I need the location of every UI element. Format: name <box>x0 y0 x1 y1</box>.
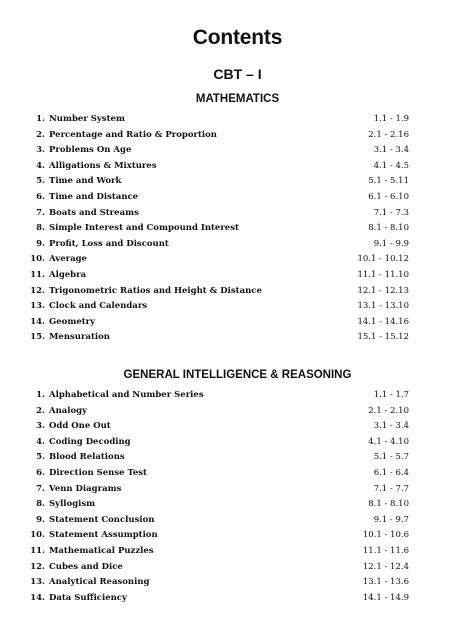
contents-row <box>0 112 475 128</box>
contents-row <box>0 419 475 435</box>
chapter-title: Time and Distance <box>49 191 139 202</box>
chapter-number: 9. <box>36 238 45 249</box>
chapter-number: 12. <box>30 285 45 296</box>
page-range: 9.1 - 9.9 <box>373 238 409 249</box>
chapter-title: Clock and Calendars <box>49 301 148 312</box>
page-title: Contents <box>192 26 283 49</box>
page-range: 4.1 - 4.5 <box>373 160 409 171</box>
contents-row <box>0 404 475 420</box>
page-range: 4.1 - 4.10 <box>368 436 409 447</box>
page-range: 14.1 - 14.9 <box>362 592 409 603</box>
page-range: 13.1 - 13.6 <box>362 577 409 588</box>
chapter-title: Alphabetical and Number Series <box>49 390 204 400</box>
section-heading-reasoning: GENERAL INTELLIGENCE & REASONING <box>123 369 352 381</box>
contents-row <box>0 268 475 284</box>
chapter-number: 13. <box>30 301 45 312</box>
chapter-title: Average <box>49 254 87 265</box>
chapter-title: Trigonometric Ratios and Height & Distance <box>49 285 262 296</box>
chapter-title: Statement Assumption <box>49 530 158 541</box>
chapter-number: 11. <box>30 269 45 280</box>
chapter-number: 13. <box>30 577 45 588</box>
chapter-number: 4. <box>36 160 45 171</box>
page-range: 10.1 - 10.12 <box>357 254 409 265</box>
chapter-number: 9. <box>36 514 45 525</box>
page-range: 6.1 - 6.10 <box>368 191 409 202</box>
chapter-title: Mensuration <box>49 332 110 343</box>
contents-row <box>0 466 475 482</box>
chapter-title: Number System <box>49 114 125 124</box>
chapter-number: 6. <box>36 467 45 478</box>
chapter-title: Mathematical Puzzles <box>49 545 154 556</box>
contents-row <box>0 435 475 451</box>
chapter-number: 2. <box>36 129 45 140</box>
page-range: 12.1 - 12.4 <box>362 561 409 572</box>
contents-row <box>0 591 475 607</box>
chapter-title: Alligations & Mixtures <box>49 160 157 171</box>
chapter-title: Venn Diagrams <box>49 483 122 494</box>
contents-row <box>0 159 475 175</box>
chapter-title: Time and Work <box>49 176 122 187</box>
contents-row <box>0 513 475 529</box>
chapter-number: 7. <box>36 207 45 218</box>
chapter-title: Boats and Streams <box>49 207 139 218</box>
contents-row <box>0 190 475 206</box>
section-heading-mathematics: MATHEMATICS <box>195 93 280 105</box>
page-range: 8.1 - 8.10 <box>368 499 409 510</box>
chapter-title: Percentage and Ratio & Proportion <box>49 129 217 140</box>
page-range: 13.1 - 13.10 <box>357 301 409 312</box>
chapter-number: 1. <box>36 114 45 124</box>
page-range: 2.1 - 2.16 <box>368 129 409 140</box>
contents-row <box>0 544 475 560</box>
contents-row <box>0 143 475 159</box>
chapter-number: 14. <box>30 592 45 603</box>
chapter-number: 4. <box>36 436 45 447</box>
contents-row <box>0 128 475 144</box>
page-range: 3.1 - 3.4 <box>373 145 409 156</box>
contents-row <box>0 237 475 253</box>
contents-row <box>0 221 475 237</box>
contents-row <box>0 388 475 404</box>
chapter-number: 11. <box>30 545 45 556</box>
chapter-title: Cubes and Dice <box>49 561 123 572</box>
chapter-number: 14. <box>30 316 45 327</box>
page-range: 9.1 - 9.7 <box>373 514 409 525</box>
chapter-title: Analytical Reasoning <box>49 577 150 588</box>
chapter-title: Algebra <box>49 269 87 280</box>
chapter-title: Data Sufficiency <box>49 592 127 603</box>
page-range: 14.1 - 14.16 <box>357 316 409 327</box>
page-range: 11.1 - 11.10 <box>357 269 409 280</box>
contents-row <box>0 174 475 190</box>
chapter-number: 3. <box>36 421 45 432</box>
chapter-number: 1. <box>36 390 45 400</box>
chapter-number: 15. <box>30 332 45 343</box>
contents-row <box>0 482 475 498</box>
chapter-title: Syllogism <box>49 499 96 510</box>
chapter-title: Geometry <box>49 316 96 327</box>
page-range: 11.1 - 11.6 <box>362 545 409 556</box>
chapter-number: 10. <box>30 530 45 541</box>
contents-row <box>0 206 475 222</box>
chapter-number: 2. <box>36 405 45 416</box>
contents-row <box>0 330 475 346</box>
chapter-title: Analogy <box>49 405 88 416</box>
chapter-number: 6. <box>36 191 45 202</box>
contents-row <box>0 315 475 331</box>
page-range: 12.1 - 12.13 <box>357 285 409 296</box>
contents-row <box>0 528 475 544</box>
page-range: 8.1 - 8.10 <box>368 223 409 234</box>
chapter-title: Simple Interest and Compound Interest <box>49 223 239 234</box>
page-subtitle: CBT – I <box>213 66 262 82</box>
contents-row <box>0 560 475 576</box>
chapter-title: Problems On Age <box>49 145 132 156</box>
page-range: 1.1 - 1.7 <box>373 390 409 400</box>
contents-row <box>0 252 475 268</box>
page-range: 3.1 - 3.4 <box>373 421 409 432</box>
chapter-title: Coding Decoding <box>49 436 131 447</box>
chapter-number: 12. <box>30 561 45 572</box>
page-range: 10.1 - 10.6 <box>362 530 409 541</box>
chapter-title: Blood Relations <box>49 452 125 463</box>
chapter-number: 5. <box>36 176 45 187</box>
chapter-title: Profit, Loss and Discount <box>49 238 169 249</box>
chapter-number: 7. <box>36 483 45 494</box>
page-range: 2.1 - 2.10 <box>368 405 409 416</box>
page-range: 6.1 - 6.4 <box>373 467 409 478</box>
contents-list-reasoning <box>0 388 475 606</box>
chapter-number: 5. <box>36 452 45 463</box>
chapter-title: Statement Conclusion <box>49 514 155 525</box>
page-range: 5.1 - 5.7 <box>373 452 409 463</box>
page-range: 5.1 - 5.11 <box>368 176 409 187</box>
page-range: 15.1 - 15.12 <box>357 332 409 343</box>
contents-row <box>0 575 475 591</box>
page-range: 7.1 - 7.7 <box>373 483 409 494</box>
chapter-title: Odd One Out <box>49 421 111 432</box>
page-range: 7.1 - 7.3 <box>373 207 409 218</box>
chapter-number: 3. <box>36 145 45 156</box>
contents-row <box>0 497 475 513</box>
contents-list-mathematics <box>0 112 475 346</box>
contents-row <box>0 284 475 300</box>
chapter-number: 8. <box>36 499 45 510</box>
contents-row <box>0 450 475 466</box>
contents-row <box>0 299 475 315</box>
page-range: 1.1 - 1.9 <box>373 114 409 124</box>
chapter-number: 8. <box>36 223 45 234</box>
chapter-title: Direction Sense Test <box>49 467 147 478</box>
chapter-number: 10. <box>30 254 45 265</box>
